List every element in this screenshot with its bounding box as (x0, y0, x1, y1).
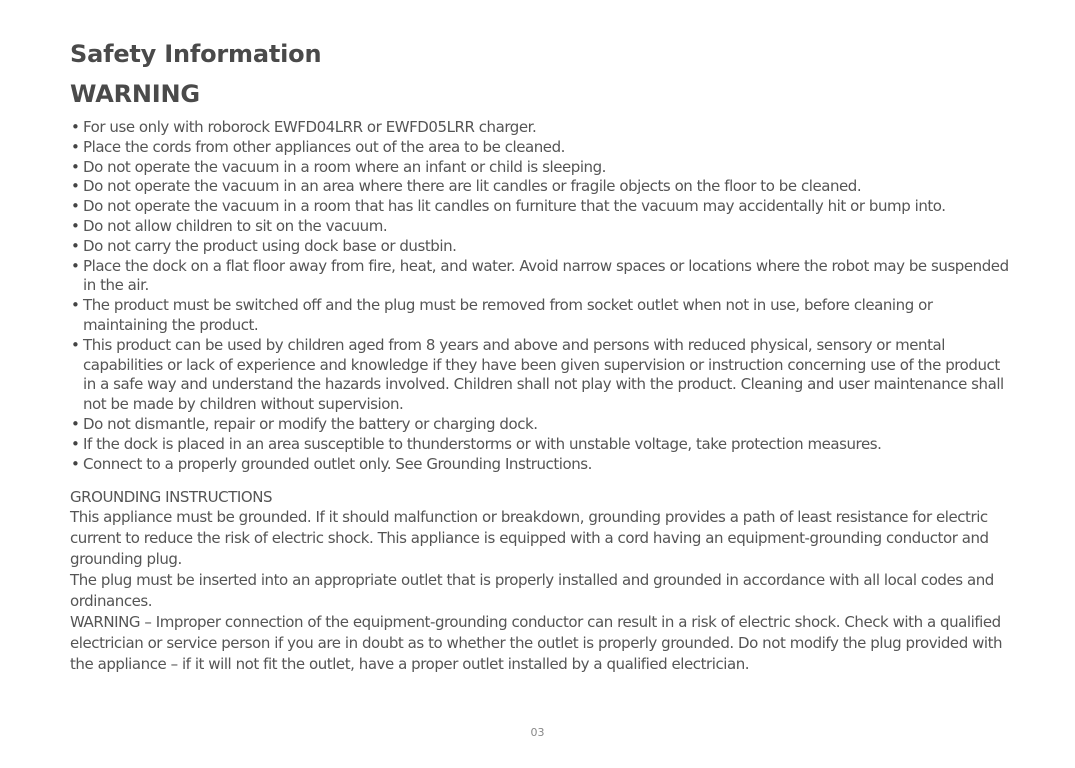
list-item (70, 217, 1015, 237)
list-item (70, 336, 1015, 415)
list-item (70, 177, 1015, 197)
bullet-icon: • (71, 137, 80, 156)
grounding-paragraph: This appliance must be grounded. If it should malfunction or breakdown, grounding provides a path of least resistance for electric current to reduce the risk of electric shock. This appliance is equipped with a cord having an equipment-grounding conductor and grounding plug. (70, 508, 989, 569)
list-item (70, 158, 1015, 178)
list-item-text: For use only with roborock EWFD04LRR or EWFD05LRR charger. (83, 118, 537, 136)
list-item (70, 455, 1015, 475)
list-item (70, 296, 1015, 336)
list-item-text: Do not operate the vacuum in a room where an infant or child is sleeping. (83, 157, 606, 176)
list-item-text: The product must be switched off and the plug must be removed from socket outlet when not in use, before cleaning or maintaining the product. (83, 296, 933, 334)
list-item (70, 138, 1015, 158)
grounding-paragraph: The plug must be inserted into an appropriate outlet that is properly installed and grounded in accordance with all local codes and ordinances. (70, 571, 994, 611)
document-page (70, 38, 1015, 675)
list-item-text: Do not dismantle, repair or modify the battery or charging dock. (83, 414, 538, 433)
list-item (70, 197, 1015, 217)
warning-heading: WARNING (70, 80, 200, 108)
bullet-icon: • (71, 434, 80, 453)
list-item-text: Do not operate the vacuum in a room that has lit candles on furniture that the vacuum may accidentally hit or bump into. (83, 197, 946, 216)
list-item-text: If the dock is placed in an area susceptible to thunderstorms or with unstable voltage, take protection measures. (83, 434, 882, 453)
list-item-text: Place the cords from other appliances out of the area to be cleaned. (83, 137, 565, 156)
warning-list (70, 118, 1015, 474)
list-item-text: Do not carry the product using dock base or dustbin. (83, 236, 457, 255)
list-item (70, 415, 1015, 435)
bullet-icon: • (71, 177, 80, 196)
grounding-paragraph: WARNING – Improper connection of the equipment-grounding conductor can result in a risk of electric shock. Check with a qualified electrician or service person if you are in doubt as to whether the outlet is properly grounded. Do not modify the plug provided with the appliance – if it will not fit the outlet, have a proper outlet installed by a qualified electrician. (70, 613, 1003, 674)
bullet-icon: • (71, 236, 80, 255)
bullet-icon: • (71, 454, 80, 473)
list-item-text: Place the dock on a flat floor away from fire, heat, and water. Avoid narrow spaces or locations where the robot may be suspended in the air. (83, 256, 1009, 295)
list-item (70, 237, 1015, 257)
list-item-text: Connect to a properly grounded outlet only. See Grounding Instructions. (83, 454, 592, 473)
bullet-icon: • (71, 414, 80, 433)
list-item (70, 435, 1015, 455)
list-item-text: Do not operate the vacuum in an area where there are lit candles or fragile objects on the floor to be cleaned. (83, 177, 862, 196)
bullet-icon: • (71, 118, 80, 136)
bullet-icon: • (71, 296, 80, 315)
list-item-text: This product can be used by children aged from 8 years and above and persons with reduced physical, sensory or mental capabilities or lack of experience and knowledge if they have been given supervision or instruction concerning use of the product in a safe way and understand the hazards involved. Children shall not play with the product. Cleaning and user maintenance shall not be made by children without supervision. (83, 335, 1004, 414)
page-title: Safety Information (70, 40, 322, 68)
grounding-heading: GROUNDING INSTRUCTIONS (70, 488, 273, 507)
bullet-icon: • (71, 216, 80, 235)
bullet-icon: • (71, 335, 80, 354)
bullet-icon: • (71, 256, 80, 275)
page-number: 03 (530, 726, 545, 739)
bullet-icon: • (71, 197, 80, 216)
list-item (70, 118, 1015, 138)
bullet-icon: • (71, 157, 80, 176)
list-item-text: Do not allow children to sit on the vacuum. (83, 216, 388, 235)
list-item (70, 257, 1015, 297)
